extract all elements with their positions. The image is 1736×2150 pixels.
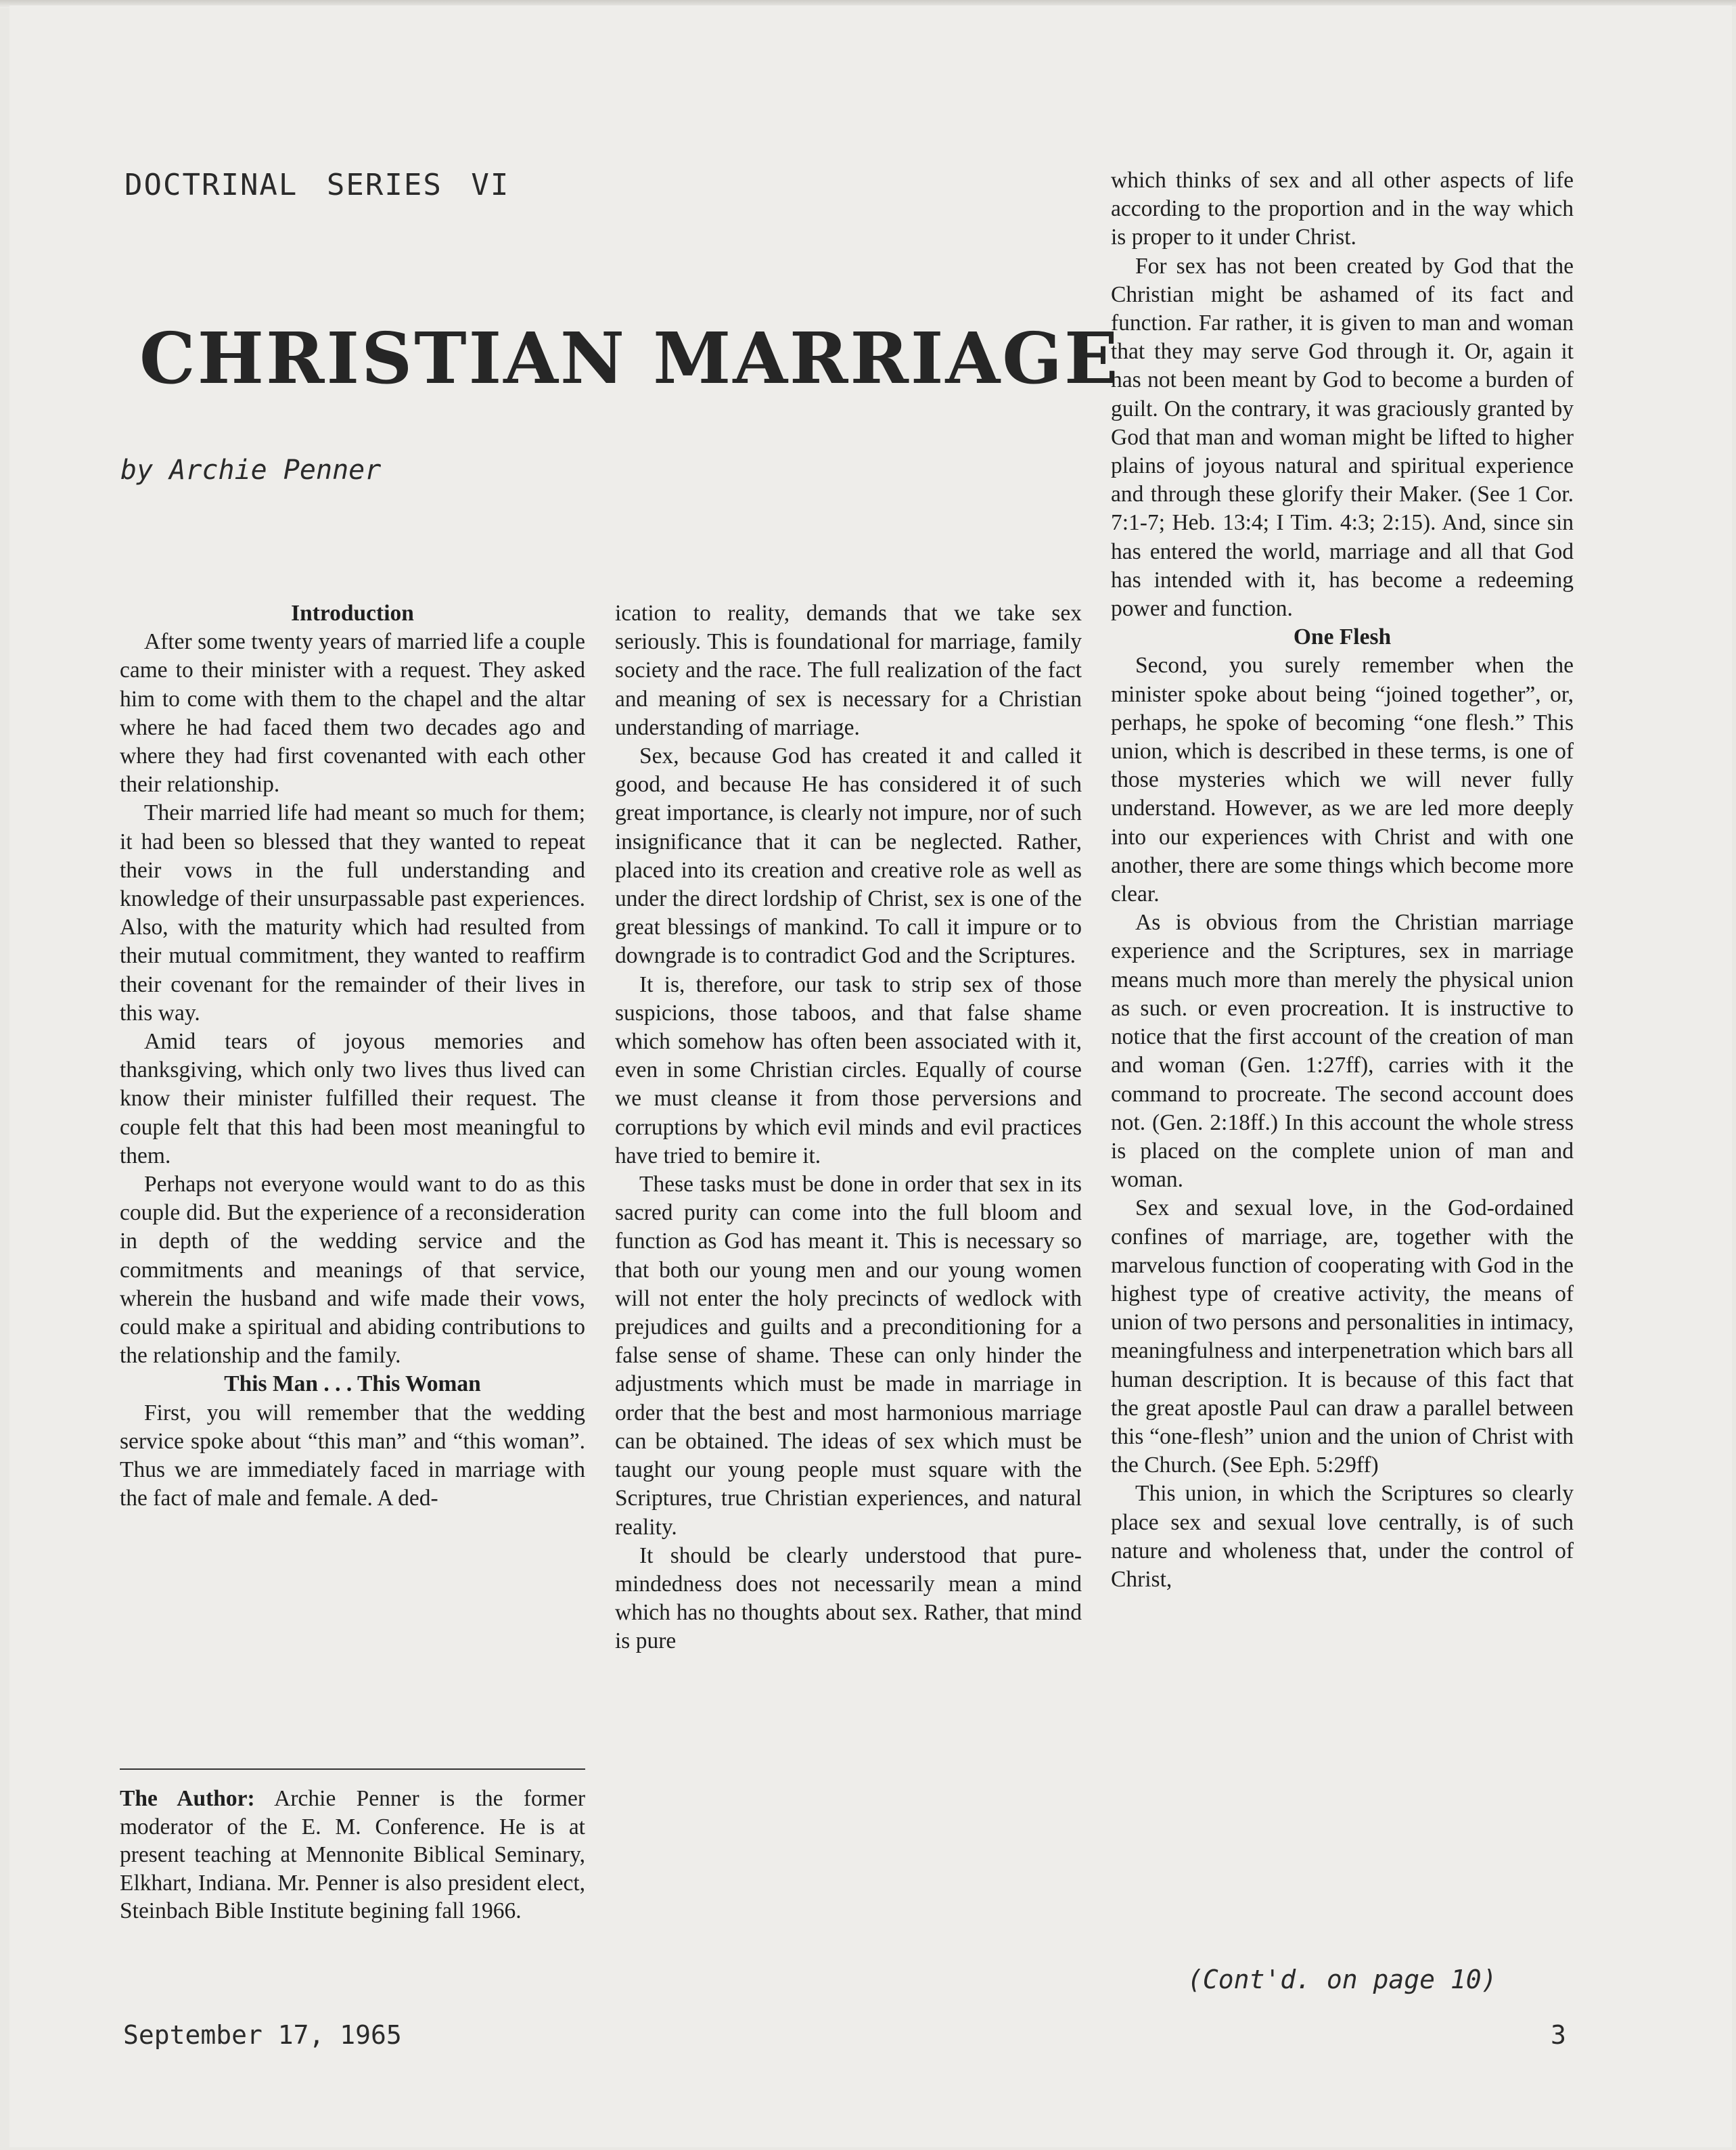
section-heading-this-man: This Man . . . This Woman [224, 1371, 481, 1397]
article-title: CHRISTIAN MARRIAGE [139, 317, 1120, 400]
paragraph: Sex and sexual love, in the God-ordained confines of marriage, are, together with the marvelous function of cooperating with God in the highest type of creative activity, the means of union of two persons and personalities in intimacy, meaningfulness and interpenetration which bars all human description. It is because of this fact that the great apostle Paul can draw a parallel between this “one-flesh” union and the union of Christ with the Church. (See Eph. 5:29ff) [1111, 1195, 1574, 1478]
author-divider [120, 1768, 585, 1770]
section-heading-one-flesh: One Flesh [1293, 624, 1392, 650]
paragraph: These tasks must be done in order that sex in its sacred purity can come into the full bloom and function as God has meant it. This is necessary so that both our young men and our young women will not enter the holy precincts of wedlock with prejudices and guilts and a preconditioning for a false sense of shame. These can only hinder the adjustments which must be made in marriage in order that the best and most harmonious marriage can be obtained. The ideas of sex which must be taught our young people must square with the Scriptures, true Christian experiences, and natural reality. [615, 1172, 1082, 1540]
paragraph: After some twenty years of married life a couple came to their minister with a request. They asked him to come with them to the chapel and the altar where he had faced them two decades ago and where they had first covenanted with each other their relationship. [120, 629, 585, 798]
byline: by Archie Penner [120, 455, 382, 486]
paragraph: Amid tears of joyous memories and thanksgiving, which only two lives thus lived can know their minister fulfilled their request. The couple felt that this had been most meaningful to them. [120, 1029, 585, 1168]
text-column-3 [1111, 166, 1574, 1594]
paragraph: which thinks of sex and all other aspects of life according to the proportion and in the way which is proper to it under Christ. [1111, 168, 1574, 250]
paragraph: Their married life had meant so much for them; it had been so blessed that they wanted to repeat their vows in the full understanding and knowledge of their unsurpassable past experiences. Also, with the maturity which had resulted from their mutual commitment, they wanted to reaffirm their covenant for the remainder of their lives in this way. [120, 800, 585, 1026]
page-number: 3 [1551, 2020, 1566, 2050]
author-note-text: Archie Penner is the former moderator of the E. M. Conference. He is at present teaching at Mennonite Biblical Seminary, Elkhart, Indiana. Mr. Penner is also president elect, Steinbach Bible Institute begining fall 1966. [120, 1786, 585, 1923]
paragraph: ication to reality, demands that we take sex seriously. This is foundational for marriage, family society and the race. The full realization of the fact and meaning of sex is necessary for a Christian understanding of marriage. [615, 601, 1082, 740]
paragraph: For sex has not been created by God that the Christian might be ashamed of its fact and function. Far rather, it is given to man and woman that they may serve God through it. Or, again it has not been meant by God to become a burden of guilt. On the contrary, it was graciously granted by God that man and woman might be lifted to higher plains of joyous natural and spiritual experience and through these glorify their Maker. (See 1 Cor. 7:1-7; Heb. 13:4; I Tim. 4:3; 2:15). And, since sin has entered the world, marriage and all that God has intended with it, has become a redeeming power and function. [1111, 253, 1574, 622]
issue-date: September 17, 1965 [123, 2020, 402, 2050]
paragraph: It should be clearly understood that pure-mindedness does not necessarily mean a mind which has no thoughts about sex. Rather, that mind is pure [615, 1542, 1082, 1654]
paragraph: This union, in which the Scriptures so clearly place sex and sexual love centrally, is of such nature and wholeness that, under the control of Christ, [1111, 1481, 1574, 1592]
continued-note: (Cont'd. on page 10) [1187, 1965, 1497, 1994]
paragraph: Perhaps not everyone would want to do as this couple did. But the experience of a reconsideration in depth of the wedding service and the commitments and meanings of that service, wherein the husband and wife made their vows, could make a spiritual and abiding contributions to the relationship and the family. [120, 1172, 585, 1369]
paragraph: As is obvious from the Christian marriage experience and the Scriptures, sex in marriage means much more than merely the physical union as such. or even procreation. It is instructive to notice that the first account of the creation of man and woman (Gen. 1:27ff), carries with it the command to procreate. The second account does not. (Gen. 2:18ff.) In this account the whole stress is placed on the complete union of man and woman. [1111, 910, 1574, 1193]
paragraph: First, you will remember that the wedding service spoke about “this man” and “this woman”. Thus we are immediately faced in marriage with the fact of male and female. A ded- [120, 1400, 585, 1511]
paragraph: It is, therefore, our task to strip sex of those suspicions, those taboos, and that false shame which somehow has often been associated with it, even in some Christian circles. Equally of course we must cleanse it from those perversions and corruptions by which evil minds and evil practices have tried to bemire it. [615, 971, 1082, 1168]
paragraph: Sex, because God has created it and called it good, and because He has considered it of such great importance, is clearly not impure, nor of such insignificance that it can be neglected. Rather, placed into its creation and creative role as well as under the direct lordship of Christ, sex is one of the great blessings of mankind. To call it impure or to downgrade is to contradict God and the Scriptures. [615, 744, 1082, 969]
author-note-label: The Author: [120, 1786, 255, 1811]
author-note [120, 1785, 585, 1925]
text-column-1 [120, 599, 585, 1513]
series-label: DOCTRINAL SERIES VI [124, 168, 510, 202]
text-column-2 [615, 599, 1082, 1656]
paragraph: Second, you surely remember when the minister spoke about being “joined together”, or, perhaps, he spoke of becoming “one flesh.” This union, which is described in these terms, is one of those mysteries which we will never fully understand. However, as we are led more deeply into our experiences with Christ and with one another, there are some things which become more clear. [1111, 653, 1574, 907]
section-heading-introduction: Introduction [291, 601, 414, 626]
